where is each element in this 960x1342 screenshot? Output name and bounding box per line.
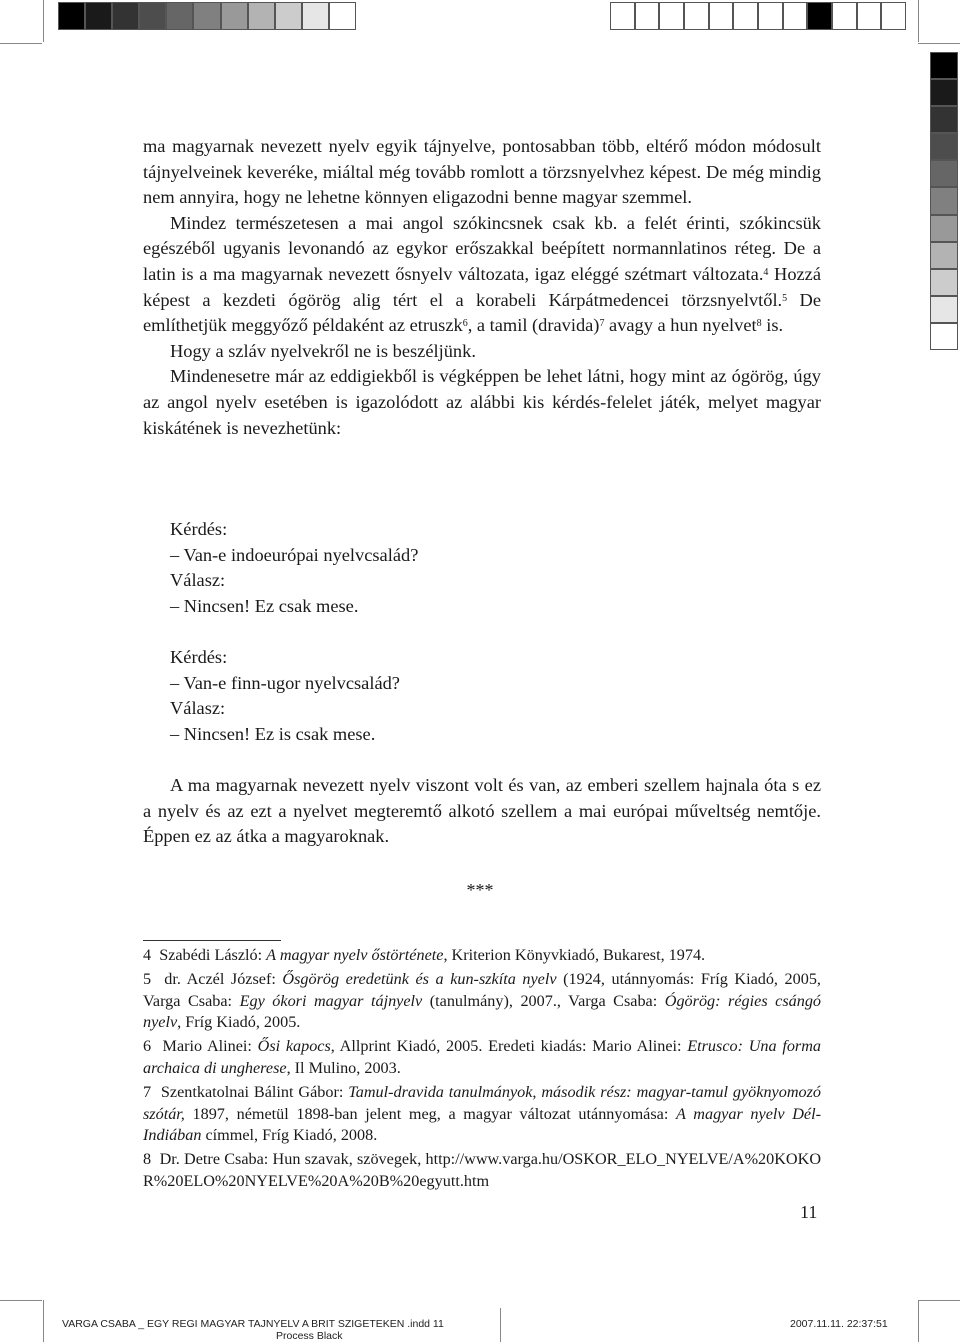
calibration-swatch (930, 187, 958, 214)
footnote-number: 5 (143, 970, 152, 989)
footnotes (143, 945, 821, 1195)
book-title: Egy ókori magyar tájnyelv (239, 991, 423, 1010)
text-run: Hozzá képest a kezdeti ógörög alig tért el a korabeli Kárpátmedencei törzsnyelvtől. (143, 263, 822, 310)
text-run: De említhetjük meggyőző példaként az etruszk (143, 289, 821, 336)
text-run: is. (761, 315, 784, 336)
text-run: avagy a hun nyelvet (604, 315, 757, 336)
footnote-ref[interactable]: 6 (462, 318, 468, 330)
question-label: Kérdés: (170, 647, 228, 667)
color-calibration-strip-top-right (610, 2, 906, 30)
crop-mark (43, 1300, 44, 1342)
calibration-swatch (930, 296, 958, 323)
text-run: címmel, Fríg Kiadó, 2008. (201, 1126, 378, 1145)
answer: – Nincsen! Ez is csak mese. (170, 723, 376, 744)
crop-mark (918, 43, 960, 44)
text-run: (tanulmány), 2007., Varga Csaba: (422, 991, 665, 1010)
qa-block-1 (170, 517, 418, 619)
calibration-swatch (758, 2, 783, 30)
footnote-number: 8 (143, 1150, 152, 1169)
calibration-swatch (684, 2, 709, 30)
calibration-swatch (58, 2, 85, 30)
book-title: Ógörög: régies csángó nyelv (143, 991, 822, 1032)
body-text-top (143, 134, 821, 441)
book-title: Ősi kapocs (257, 1037, 331, 1056)
calibration-swatch (733, 2, 758, 30)
calibration-swatch (930, 106, 958, 133)
footnote-8 (143, 1149, 821, 1192)
paragraph (143, 211, 821, 339)
calibration-swatch (610, 2, 635, 30)
book-title: Etrusco: Una forma archaica di ungherese (143, 1037, 821, 1077)
text-run: , Allprint Kiadó, 2005. Eredeti kiadás: Mario Alinei: (330, 1037, 688, 1056)
footnote-number: 7 (143, 1083, 152, 1102)
calibration-swatch (930, 269, 958, 296)
calibration-swatch (166, 2, 193, 30)
calibration-swatch (85, 2, 112, 30)
calibration-swatch (930, 133, 958, 160)
calibration-swatch (857, 2, 882, 30)
calibration-swatch (635, 2, 660, 30)
calibration-swatch (930, 215, 958, 242)
calibration-swatch (193, 2, 220, 30)
color-calibration-strip-right (930, 52, 958, 350)
answer-label: Válasz: (170, 698, 226, 719)
text-run: 1897, németül 1898-ban jelent meg, a magyar változat utánnyomása: (184, 1104, 677, 1123)
text-run: Szabédi László: (159, 946, 267, 964)
footnote-5 (143, 969, 821, 1034)
footnote-7 (143, 1082, 821, 1147)
calibration-swatch (930, 242, 958, 269)
color-calibration-strip-top-left (58, 2, 356, 30)
crop-mark (918, 1300, 919, 1342)
paragraph: Hogy a szláv nyelvekről ne is beszéljünk. (170, 340, 476, 361)
question: – Van-e indoeurópai nyelvcsalád? (170, 544, 419, 565)
paragraph: A ma magyarnak nevezett nyelv viszont volt és van, az emberi szellem hajnala óta s ez a nyelv és az ezt a nyelvet megteremtő alkotó szellem a mai európai műveltség nemtője. Éppen ez az átka a magyaroknak. (143, 775, 821, 847)
crop-mark (0, 43, 42, 44)
text-run: , a tamil (dravida) (467, 315, 600, 336)
body-text-bottom (143, 773, 821, 850)
book-title: Tamul-dravida tanulmányok, második rész: magyar-tamul gyöknyomozó szótár, (143, 1083, 822, 1123)
question-label: Kérdés: (170, 519, 228, 539)
question: – Van-e finn-ugor nyelvcsalád? (170, 672, 400, 693)
section-separator: *** (466, 880, 494, 900)
text-run: Szentkatolnai Bálint Gábor: (160, 1083, 349, 1102)
book-title: A magyar nyelv Dél-Indiában (143, 1104, 821, 1145)
calibration-swatch (221, 2, 248, 30)
slug-color: Process Black (276, 1330, 343, 1342)
text-run: Dr. Detre Csaba: Hun szavak, szövegek, http://www.varga.hu/OSKOR_ELO_NYELVE/A%20KOKOR%20ELO%20NYELVE%20A%20B%20egyutt.htm (143, 1150, 822, 1190)
answer: – Nincsen! Ez csak mese. (170, 595, 359, 616)
footnote-number: 6 (143, 1037, 152, 1056)
text-run: Mindez természetesen a mai angol szókincsnek csak kb. a felét érinti, szókincsük egészéből ugyanis levonandó az egykor erőszakkal beépített normannlatinos réteg. De a latin is a ma magyarnak nevezett ősnyelv változata, igaz eléggé szétmart változata. (143, 212, 821, 284)
slug-filename: VARGA CSABA _ EGY REGI MAGYAR TAJNYELV A BRIT SZIGETEKEN .indd 11 (62, 1318, 444, 1330)
calibration-swatch (783, 2, 808, 30)
calibration-swatch (709, 2, 734, 30)
calibration-swatch (248, 2, 275, 30)
calibration-swatch (329, 2, 356, 30)
footnote-6 (143, 1036, 821, 1079)
calibration-swatch (930, 79, 958, 106)
paragraph: Mindenesetre már az eddigiekből is végképpen be lehet látni, hogy mint az ógörög, úgy az angol nyelv esetében is igazolódott az alábbi kis kérdés-felelet játék, melyet magyar kiskátének is nevezhetünk: (143, 366, 821, 438)
book-title: Ősgörög eredetünk és a kun-szkíta nyelv (282, 970, 557, 989)
crop-mark (918, 1300, 960, 1301)
answer-label: Válasz: (170, 570, 226, 591)
calibration-swatch (139, 2, 166, 30)
calibration-swatch (930, 160, 958, 187)
crop-mark (0, 1300, 42, 1301)
text-run: , Il Mulino, 2003. (286, 1058, 401, 1077)
text-run: Mario Alinei: (162, 1037, 258, 1056)
footnote-ref[interactable]: 5 (782, 292, 788, 304)
qa-block-2 (170, 645, 400, 747)
calibration-swatch (881, 2, 906, 30)
calibration-swatch (930, 52, 958, 79)
footnote-4 (143, 945, 821, 967)
footnote-ref[interactable]: 4 (763, 266, 769, 278)
calibration-swatch (930, 323, 958, 350)
crop-mark (43, 0, 44, 42)
footnote-ref[interactable]: 8 (756, 318, 762, 330)
slug-datetime: 2007.11.11. 22:37:51 (790, 1318, 888, 1330)
calibration-swatch (112, 2, 139, 30)
paragraph: ma magyarnak nevezett nyelv egyik tájnyelve, pontosabban több, eltérő módon módosult tájnyelveinek keveréke, miáltal még tovább romlott a törzsnyelvhez képest. De még mindig nem annyira, hogy ne lehetne könnyen eligazodni benne magyar szemmel. (143, 136, 821, 208)
text-run: dr. Aczél József: (164, 970, 283, 989)
calibration-swatch (807, 2, 832, 30)
calibration-swatch (659, 2, 684, 30)
footnote-rule (143, 940, 281, 941)
crop-mark (500, 1308, 501, 1342)
calibration-swatch (302, 2, 329, 30)
footnote-number: 4 (143, 946, 152, 964)
calibration-swatch (275, 2, 302, 30)
book-title: A magyar nyelv őstörténete (266, 946, 444, 964)
text-run: (1924, utánnyomás: Fríg Kiadó, 2005, Varga Csaba: (143, 970, 821, 1010)
text-run: , Kriterion Könyvkiadó, Bukarest, 1974. (443, 946, 706, 964)
calibration-swatch (832, 2, 857, 30)
footnote-ref[interactable]: 7 (599, 318, 605, 330)
page-number: 11 (800, 1202, 818, 1222)
crop-mark (918, 0, 919, 42)
text-run: , Fríg Kiadó, 2005. (177, 1013, 301, 1032)
